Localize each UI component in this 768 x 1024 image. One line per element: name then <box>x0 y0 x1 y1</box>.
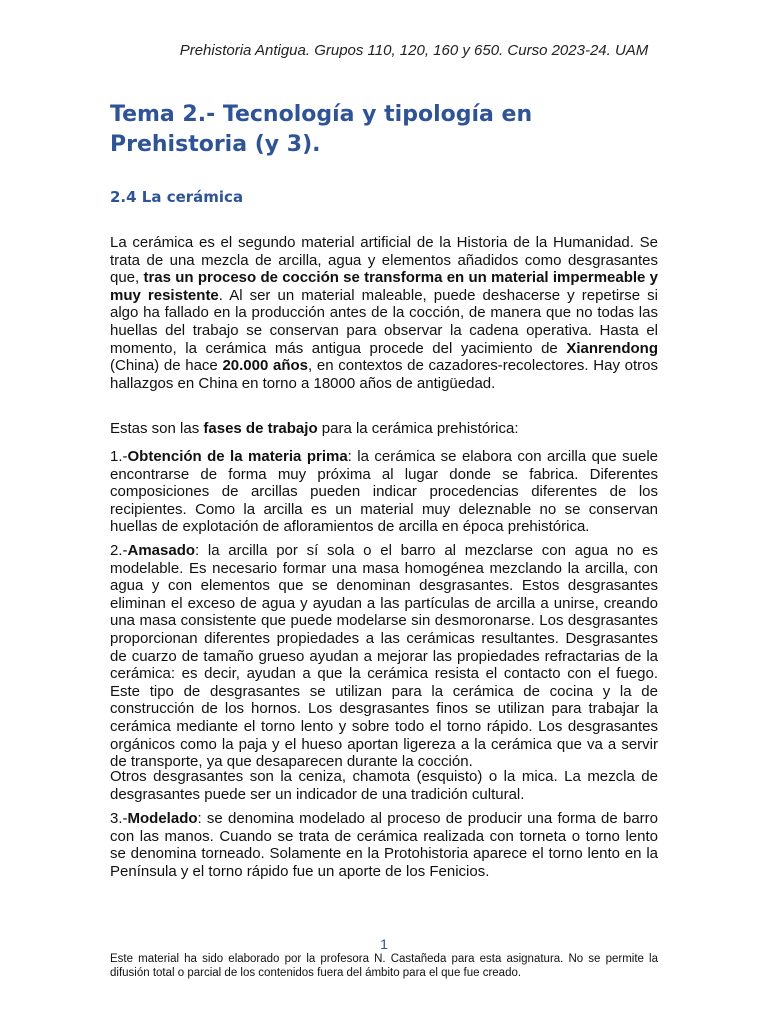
text-run: : la arcilla por sí sola o el barro al mezclarse con agua no es modelable. Es necesario formar una masa homogénea mezclando la arcilla, con agua y con elementos que se denominan desgrasantes. Estos desgrasantes eliminan el exceso de agua y ayudan a las partículas de arcilla a unirse, creando una masa consistente que puede modelarse sin desmoronarse. Los desgrasantes proporcionan diferentes propiedades a las cerámicas resultantes. Desgrasantes de cuarzo de tamaño grueso ayudan a mejorar las propiedades refractarias de la cerámica: es decir, ayudan a que la cerámica resista el contacto con el fuego. Este tipo de desgrasantes se utilizan para la cerámica de cocina y la de construcción de los hornos. Los desgrasantes finos se utilizan para trabajar la cerámica mediante el torno lento y sobre todo el torno rápido. Los desgrasantes orgánicos como la paja y el hueso aportan ligereza a la cerámica que va a servir de transporte, ya que desaparecen durante la cocción. <box>110 542 658 771</box>
bold-text: Modelado <box>127 810 198 827</box>
paragraph-phases-intro <box>110 420 658 438</box>
bold-text: 20.000 años <box>222 357 309 375</box>
bold-text: tras un proceso de cocción se transforma en un material impermeable y muy resistente <box>110 269 658 304</box>
paragraph-intro <box>110 234 658 392</box>
section-heading: 2.4 La cerámica <box>110 188 244 206</box>
text-run: para la cerámica prehistórica: <box>317 420 519 437</box>
text-run: , en contextos de cazadores-recolectores. Hay otros hallazgos en China en torno a 18000 años de antigüedad. <box>110 357 658 392</box>
paragraph-phase-1 <box>110 448 658 536</box>
running-header: Prehistoria Antigua. Grupos 110, 120, 160 y 650. Curso 2023-24. UAM <box>179 42 649 59</box>
paragraph-other-temper: Otros desgrasantes son la ceniza, chamota (esquisto) o la mica. La mezcla de desgrasantes puede ser un indicador de una tradición cultural. <box>110 768 658 803</box>
paragraph-phase-2 <box>110 542 658 771</box>
text-run: : se denomina modelado al proceso de producir una forma de barro con las manos. Cuando se trata de cerámica realizada con torneta o torno lento se denomina torneado. Solamente en la Protohistoria aparece el torno lento en la Península y el torno rápido fue un aporte de los Fenicios. <box>110 810 658 880</box>
bold-text: Xianrendong <box>566 339 658 357</box>
document-title: Tema 2.- Tecnología y tipología en Prehistoria (y 3). <box>110 102 533 157</box>
text-run: 3.- <box>110 810 128 827</box>
paragraph-phase-3 <box>110 810 658 880</box>
text-run: 1.- <box>110 448 128 465</box>
text-run: La cerámica es el segundo material artificial de la Historia de la Humanidad. Se trata de una mezcla de arcilla, agua y elementos añadidos como desgrasantes que, <box>110 234 658 287</box>
text-run: Estas son las <box>110 420 204 437</box>
bold-text: Amasado <box>127 542 196 559</box>
text-run: 2.- <box>110 542 128 559</box>
bold-text: Obtención de la materia prima <box>127 448 348 465</box>
text-run: . Al ser un material maleable, puede deshacerse y repetirse si algo ha fallado en la producción antes de la cocción, de manera que no todas las huellas del trabajo se conservan para observar la cadena operativa. Hasta el momento, la cerámica más antigua procede del yacimiento de <box>110 286 658 357</box>
page-number: 1 <box>380 936 388 952</box>
text-run: : la cerámica se elabora con arcilla que suele encontrarse de forma muy próxima al lugar donde se fabrica. Diferentes composiciones de arcillas pueden indicar procedencias diferentes de los recipientes. Como la arcilla es un material muy deleznable no se conservan huellas de explotación de afloramientos de arcilla en época prehistórica. <box>110 448 658 536</box>
text-run: (China) de hace <box>110 357 223 375</box>
bold-text: fases de trabajo <box>203 420 318 437</box>
footer-notice: Este material ha sido elaborado por la profesora N. Castañeda para esta asignatura. No se permite la difusión total o parcial de los contenidos fuera del ámbito para el que fue creado. <box>110 953 658 979</box>
